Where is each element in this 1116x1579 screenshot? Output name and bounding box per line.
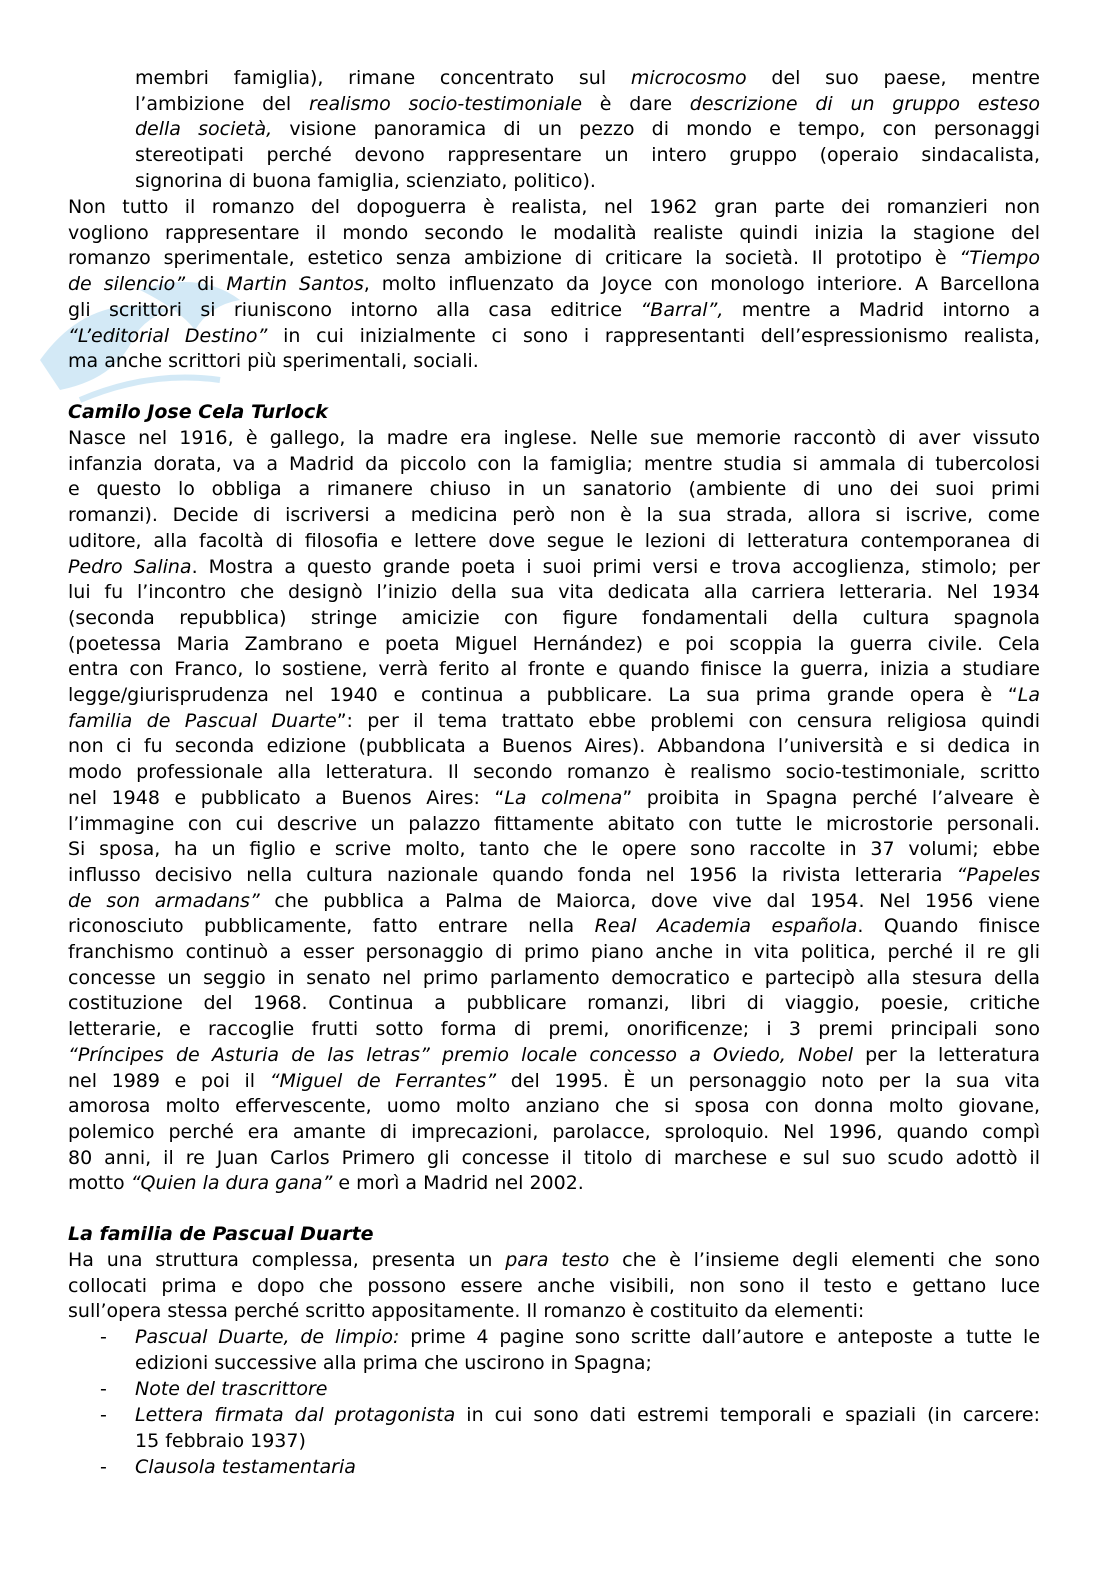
text-line: amorosa molto effervescente, uomo molto anziano che si sposa con donna molto giovane, xyxy=(68,1095,1040,1118)
text-line: nel 1948 e pubblicato a Buenos Aires: “La colmena” proibita in Spagna perché l’alveare è xyxy=(68,786,1040,809)
intro-paragraph xyxy=(68,195,1040,375)
text-line: entra con Franco, lo sostiene, verrà ferito al fronte e quando finisce la guerra, inizia a studiare xyxy=(68,658,1040,681)
text-line: l’ambizione del realismo socio-testimoniale è dare descrizione di un gruppo esteso xyxy=(135,92,1040,115)
text-line: 80 anni, il re Juan Carlos Primero gli concesse il titolo di marchese e sul suo scudo adottò il xyxy=(68,1146,1040,1169)
continuation-paragraph xyxy=(135,66,1040,195)
text-line: motto “Quien la dura gana” e morì a Madrid nel 2002. xyxy=(68,1172,584,1195)
pascual-duarte-paragraph xyxy=(68,1248,1040,1325)
text-line: concesse un seggio in senato nel primo parlamento democratico e partecipò alla stesura della xyxy=(68,966,1040,989)
text-line: Clausola testamentaria xyxy=(135,1456,356,1478)
text-line: influsso decisivo nella cultura nazionale quando fonda nel 1956 la rivista letteraria “Papeles xyxy=(68,863,1040,886)
text-line: vogliono rappresentare il mondo secondo le modalità realiste quindi inizia la stagione del xyxy=(68,221,1040,244)
text-line: uditore, alla facoltà di filosofia e lettere dove segue le lezioni di letteratura contemporanea di xyxy=(68,529,1040,552)
text-line: Non tutto il romanzo del dopoguerra è realista, nel 1962 gran parte dei romanzieri non xyxy=(68,196,1040,218)
text-line: sull’opera stessa perché scritto appositamente. Il romanzo è costituito da elementi: xyxy=(68,1300,865,1323)
text-line: e questo lo obbliga a rimanere chiuso in un sanatorio (ambiente di uno dei suoi primi xyxy=(68,478,1040,501)
text-line: lui fu l’incontro che designò l’inizio della sua vita dedicata alla carriera letteraria. Nel 1934 xyxy=(68,581,1040,604)
text-line: riconosciuto pubblicamente, fatto entrare nella Real Academia española. Quando finisce xyxy=(68,915,1041,938)
text-line: Lettera firmata dal protagonista in cui sono dati estremi temporali e spaziali (in carcere: xyxy=(135,1404,1040,1426)
text-line: collocati prima e dopo che possono essere anche visibili, non sono il testo e gettano luce xyxy=(68,1274,1040,1297)
text-line: Note del trascrittore xyxy=(135,1378,328,1400)
text-line: legge/giurisprudenza nel 1940 e continua a pubblicare. La sua prima grande opera è “La xyxy=(68,684,1040,707)
text-line: nel 1989 e poi il “Miguel de Ferrantes” del 1995. È un personaggio noto per la sua vita xyxy=(68,1069,1041,1092)
text-line: de son armadans” che pubblica a Palma de Maiorca, dove vive dal 1954. Nel 1956 viene xyxy=(68,889,1040,912)
text-line: 15 febbraio 1937) xyxy=(135,1429,306,1452)
text-line: romanzi). Decide di iscriversi a medicina però non è la sua strada, allora si iscrive, come xyxy=(68,504,1040,527)
text-line: edizioni successive alla prima che uscirono in Spagna; xyxy=(135,1351,652,1374)
text-line: “Príncipes de Asturia de las letras” premio locale concesso a Oviedo, Nobel per la letteratura xyxy=(68,1043,1040,1066)
text-line: (seconda repubblica) stringe amicizie con figure fondamentali della cultura spagnola xyxy=(68,606,1040,629)
text-line: de silencio” di Martin Santos, molto influenzato da Joyce con monologo interiore. A Barcellona xyxy=(68,273,1040,296)
text-line: “L’editorial Destino” in cui inizialmente ci sono i rappresentanti dell’espressionismo realista, xyxy=(68,324,1040,347)
list-item-text xyxy=(135,1455,1040,1481)
text-line: gli scrittori si riuniscono intorno alla casa editrice “Barral”, mentre a Madrid intorno a xyxy=(68,298,1040,321)
text-line: romanzo sperimentale, estetico senza ambizione di criticare la società. Il prototipo è “Tiempo xyxy=(68,247,1040,270)
text-line: Si sposa, ha un figlio e scrive molto, tanto che le opere sono raccolte in 37 volumi; ebbe xyxy=(68,838,1040,861)
text-line: polemico perché era amante di imprecazioni, parolacce, sproloquio. Nel 1996, quando compì xyxy=(68,1120,1040,1143)
text-line: Ha una struttura complessa, presenta un para testo che è l’insieme degli elementi che sono xyxy=(68,1249,1040,1271)
list-item-text xyxy=(135,1325,1040,1376)
text-line: ma anche scrittori più sperimentali, sociali. xyxy=(68,350,479,373)
section-heading-pascual-duarte: La familia de Pascual Duarte xyxy=(68,1223,374,1245)
section-heading-cela: Camilo Jose Cela Turlock xyxy=(68,401,328,423)
cela-biography-paragraph xyxy=(68,426,1040,1197)
list-item-text xyxy=(135,1403,1040,1454)
list-bullet: - xyxy=(100,1378,107,1400)
text-line: infanzia dorata, va a Madrid da piccolo con la famiglia; mentre studia si ammala di tubercolosi xyxy=(68,452,1040,475)
text-line: l’immagine con cui descrive un palazzo fittamente abitato con tutte le microstorie personali. xyxy=(68,812,1040,835)
list-bullet: - xyxy=(100,1456,107,1478)
text-line: membri famiglia), rimane concentrato sul microcosmo del suo paese, mentre xyxy=(135,67,1040,89)
text-line: modo professionale alla letteratura. Il secondo romanzo è realismo socio-testimoniale, scritto xyxy=(68,761,1040,784)
list-bullet: - xyxy=(100,1326,107,1348)
text-line: Nasce nel 1916, è gallego, la madre era inglese. Nelle sue memorie raccontò di aver vissuto xyxy=(68,427,1040,449)
text-line: (poetessa Maria Zambrano e poeta Miguel Hernández) e poi scoppia la guerra civile. Cela xyxy=(68,632,1040,655)
text-line: della società, visione panoramica di un pezzo di mondo e tempo, con personaggi xyxy=(135,118,1040,141)
list-item-text xyxy=(135,1377,1040,1403)
text-line: non ci fu seconda edizione (pubblicata a Buenos Aires). Abbandona l’università e si dedica in xyxy=(68,735,1040,758)
list-bullet: - xyxy=(100,1404,107,1426)
text-line: franchismo continuò a esser personaggio di primo piano anche in vita politica, perché il re gli xyxy=(68,941,1040,964)
text-line: Pascual Duarte, de limpio: prime 4 pagine sono scritte dall’autore e anteposte a tutte le xyxy=(135,1326,1041,1348)
text-line: stereotipati perché devono rappresentare un intero gruppo (operaio sindacalista, xyxy=(135,144,1040,167)
text-line: letterarie, e raccoglie frutti sotto forma di premi, onorificenze; i 3 premi principali sono xyxy=(68,1018,1040,1041)
text-line: signorina di buona famiglia, scienziato, politico). xyxy=(135,169,596,192)
text-line: costituzione del 1968. Continua a pubblicare romanzi, libri di viaggio, poesie, critiche xyxy=(68,992,1040,1015)
text-line: familia de Pascual Duarte”: per il tema trattato ebbe problemi con censura religiosa quindi xyxy=(68,709,1040,732)
text-line: Pedro Salina. Mostra a questo grande poeta i suoi primi versi e trova accoglienza, stimolo; per xyxy=(68,555,1040,578)
